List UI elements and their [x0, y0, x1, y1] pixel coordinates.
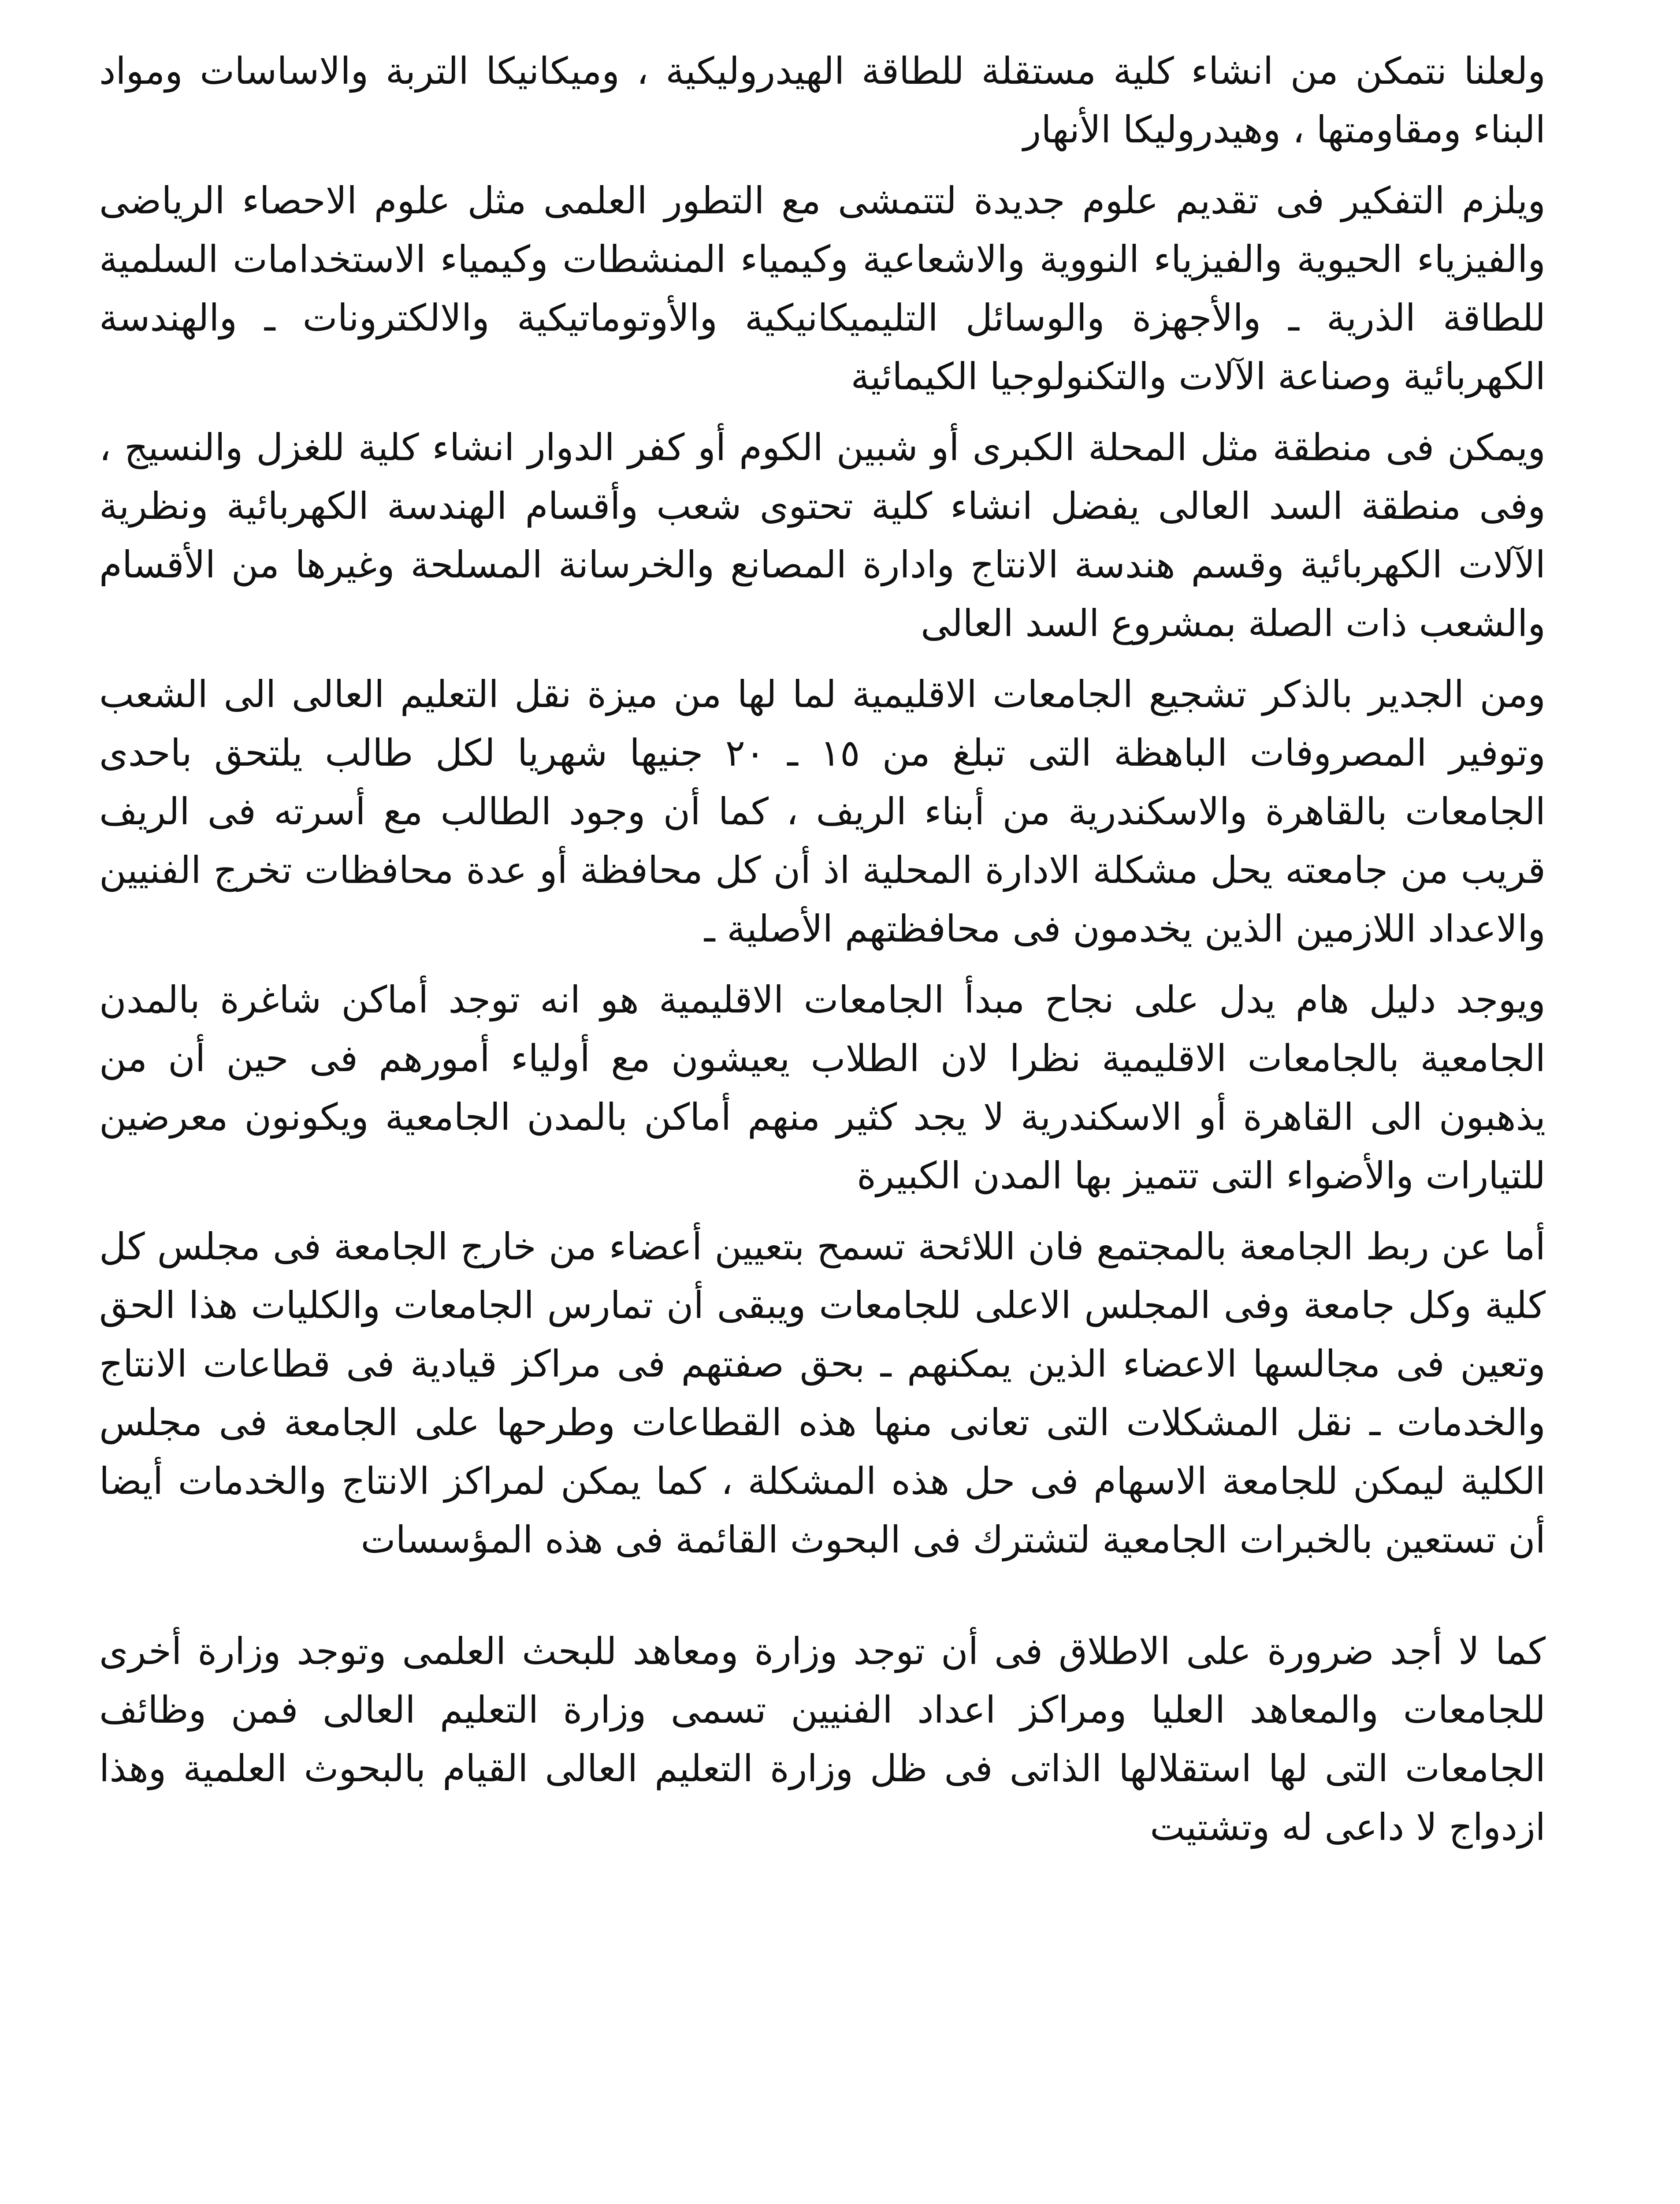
paragraph-1: ولعلنا نتمكن من انشاء كلية مستقلة للطاقة الهيدروليكية ، وميكانيكا التربة والاساسات ومواد البناء ومقاومتها ، وهيدروليكا الأنهار [99, 49, 1546, 151]
paragraph-2: ويلزم التفكير فى تقديم علوم جديدة لتتمشى مع التطور العلمى مثل علوم الاحصاء الرياضى والفيزياء الحيوية والفيزياء النووية والاشعاعية وكيمياء المنشطات وكيمياء الاستخدامات السلمية للطاقة الذرية ـ والأجهزة والوسائل التليميكانيكية والأوتوماتيكية والالكترونات ـ والهندسة الكهربائية وصناعة الآلات والتكنولوجيا الكيمائية [99, 179, 1546, 398]
paragraph-4: ومن الجدير بالذكر تشجيع الجامعات الاقليمية لما لها من ميزة نقل التعليم العالى الى الشعب وتوفير المصروفات الباهظة التى تبلغ من ١٥ ـ ٢٠ جنيها شهريا لكل طالب يلتحق باحدى الجامعات بالقاهرة والاسكندرية من أبناء الريف ، كما أن وجود الطالب مع أسرته فى الريف قريب من جامعته يحل مشكلة الادارة المحلية اذ أن كل محافظة أو عدة محافظات تخرج الفنيين والاعداد اللازمين الذين يخدمون فى محافظتهم الأصلية ـ [99, 673, 1546, 950]
paragraph-5: ويوجد دليل هام يدل على نجاح مبدأ الجامعات الاقليمية هو انه توجد أماكن شاغرة بالمدن الجامعية بالجامعات الاقليمية نظرا لان الطلاب يعيشون مع أولياء أمورهم فى حين أن من يذهبون الى القاهرة أو الاسكندرية لا يجد كثير منهم أماكن بالمدن الجامعية ويكونون معرضين للتيارات والأضواء التى تتميز بها المدن الكبيرة [99, 978, 1546, 1197]
paragraph-6: أما عن ربط الجامعة بالمجتمع فان اللائحة تسمح بتعيين أعضاء من خارج الجامعة فى مجلس كل كلية وكل جامعة وفى المجلس الاعلى للجامعات ويبقى أن تمارس الجامعات والكليات هذا الحق وتعين فى مجالسها الاعضاء الذين يمكنهم ـ بحق صفتهم فى مراكز قيادية فى قطاعات الانتاج والخدمات ـ نقل المشكلات التى تعانى منها هذه القطاعات وطرحها على الجامعة فى مجلس الكلية ليمكن للجامعة الاسهام فى حل هذه المشكلة ، كما يمكن لمراكز الانتاج والخدمات أيضا أن تستعين بالخبرات الجامعية لتشترك فى البحوث القائمة فى هذه المؤسسات [99, 1225, 1546, 1561]
paragraph-7: كما لا أجد ضرورة على الاطلاق فى أن توجد وزارة ومعاهد للبحث العلمى وتوجد وزارة أخرى للجامعات والمعاهد العليا ومراكز اعداد الفنيين تسمى وزارة التعليم العالى فمن وظائف الجامعات التى لها استقلالها الذاتى فى ظل وزارة التعليم العالى القيام بالبحوث العلمية وهذا ازدواج لا داعى له وتشتيت [99, 1630, 1546, 1849]
paragraph-3: ويمكن فى منطقة مثل المحلة الكبرى أو شبين الكوم أو كفر الدوار انشاء كلية للغزل والنسيج ، وفى منطقة السد العالى يفضل انشاء كلية تحتوى شعب وأقسام الهندسة الكهربائية ونظرية الآلات الكهربائية وقسم هندسة الانتاج وادارة المصانع والخرسانة المسلحة وغيرها من الأقسام والشعب ذات الصلة بمشروع السد العالى [99, 426, 1546, 645]
body-text [99, 42, 1546, 1857]
